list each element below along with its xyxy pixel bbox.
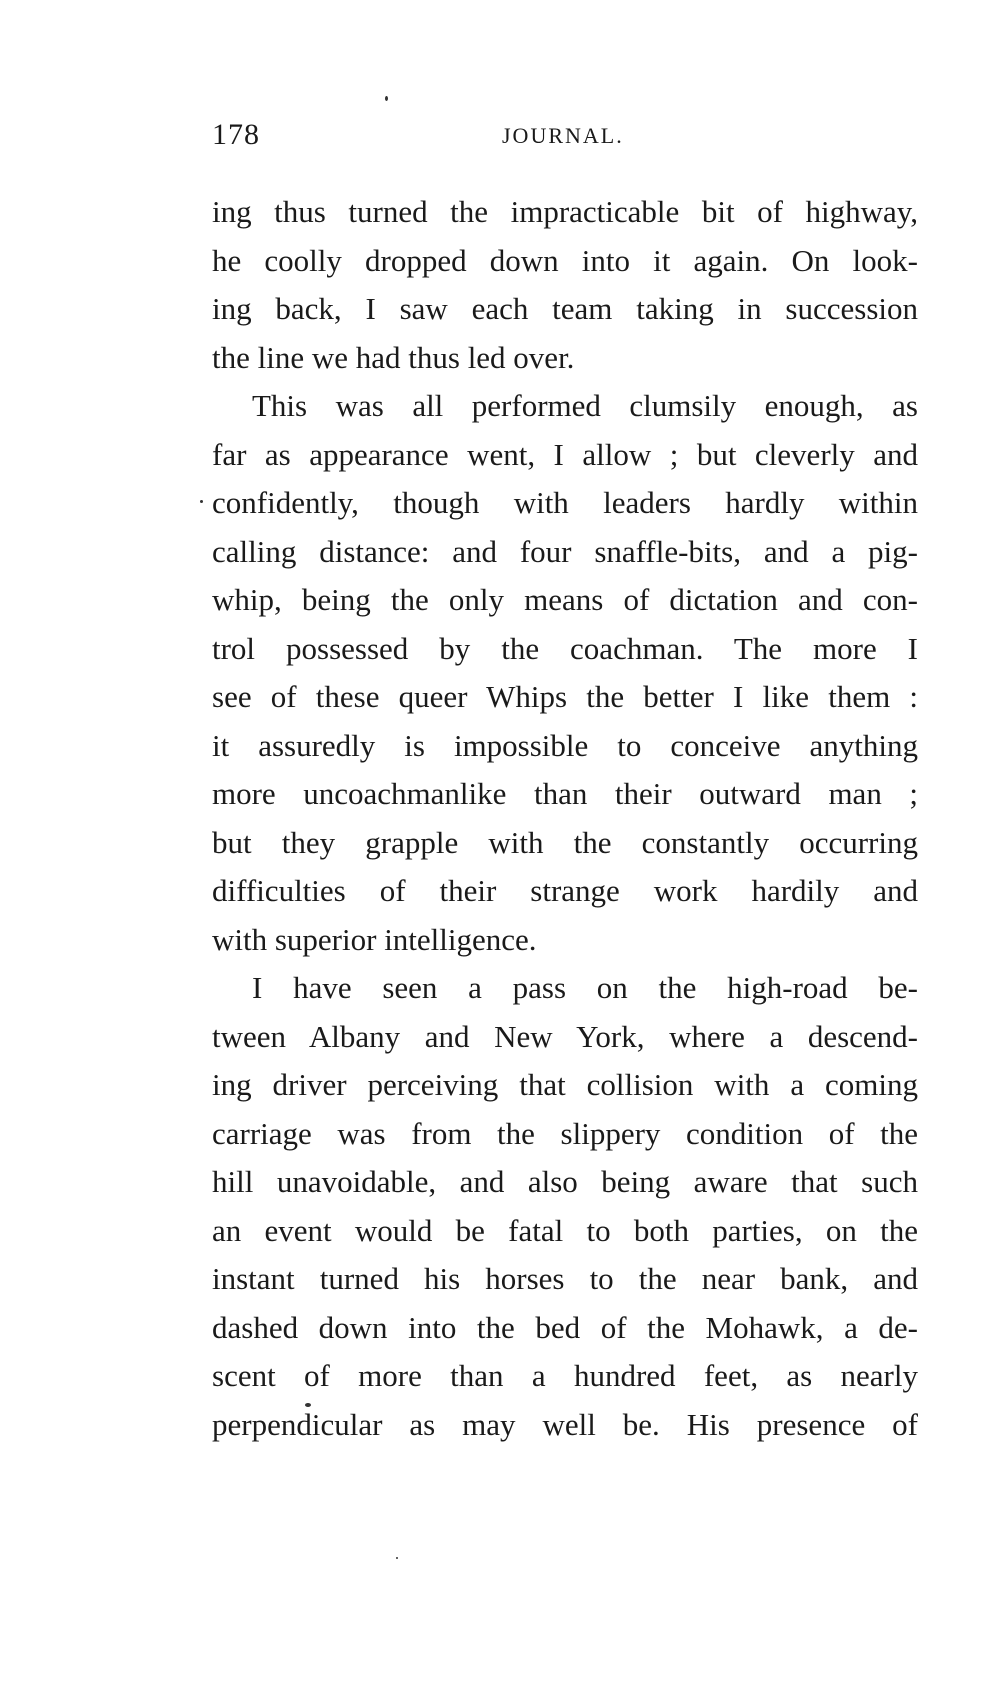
text-line: but they grapple with the constantly occurring [212,824,918,860]
text-line: whip, being the only means of dictation and con- [212,582,918,617]
print-speck [385,96,388,101]
paragraph [212,188,918,382]
text-line: hill unavoidable, and also being aware that such [212,1164,918,1199]
text-line: perpendicular as may well be. His presence of [212,1406,918,1442]
text-line: ing back, I saw each team taking in succession [212,291,918,326]
paragraph [212,382,918,964]
text-line: more uncoachmanlike than their outward man ; [212,776,918,811]
body-text [212,188,918,1449]
text-line: ing thus turned the impracticable bit of highway, [212,194,918,229]
text-line: tween Albany and New York, where a descend- [212,1018,918,1054]
text-line: scent of more than a hundred feet, as nearly [212,1358,918,1393]
text-line: carriage was from the slippery condition of the [212,1115,918,1151]
text-line: instant turned his horses to the near bank, and [212,1261,918,1296]
page-number: 178 [212,118,260,151]
text-line: I have seen a pass on the high-road be- [252,970,918,1005]
text-line: This was all performed clumsily enough, as [252,388,918,423]
text-line: he coolly dropped down into it again. On look- [212,242,918,278]
text-line: ing driver perceiving that collision with a coming [212,1067,918,1102]
text-line: see of these queer Whips the better I like them : [212,679,918,714]
text-line: it assuredly is impossible to conceive anything [212,727,918,763]
text-line: dashed down into the bed of the Mohawk, a de- [212,1309,918,1345]
print-speck [200,500,203,503]
text-line: with superior intelligence. [212,921,537,957]
text-line: the line we had thus led over. [212,339,575,375]
text-line: difficulties of their strange work hardily and [212,873,918,908]
text-line: far as appearance went, I allow ; but cleverly and [212,436,918,472]
paragraph [212,964,918,1449]
print-speck [305,1403,311,1407]
text-line: confidently, though with leaders hardly within [212,485,918,520]
running-title: JOURNAL. [502,123,624,148]
text-line: an event would be fatal to both parties, on the [212,1212,918,1248]
text-line: calling distance: and four snaffle-bits, and a pig- [212,533,918,569]
print-speck [396,1557,398,1559]
running-head [212,118,918,158]
text-line: trol possessed by the coachman. The more I [212,630,918,666]
